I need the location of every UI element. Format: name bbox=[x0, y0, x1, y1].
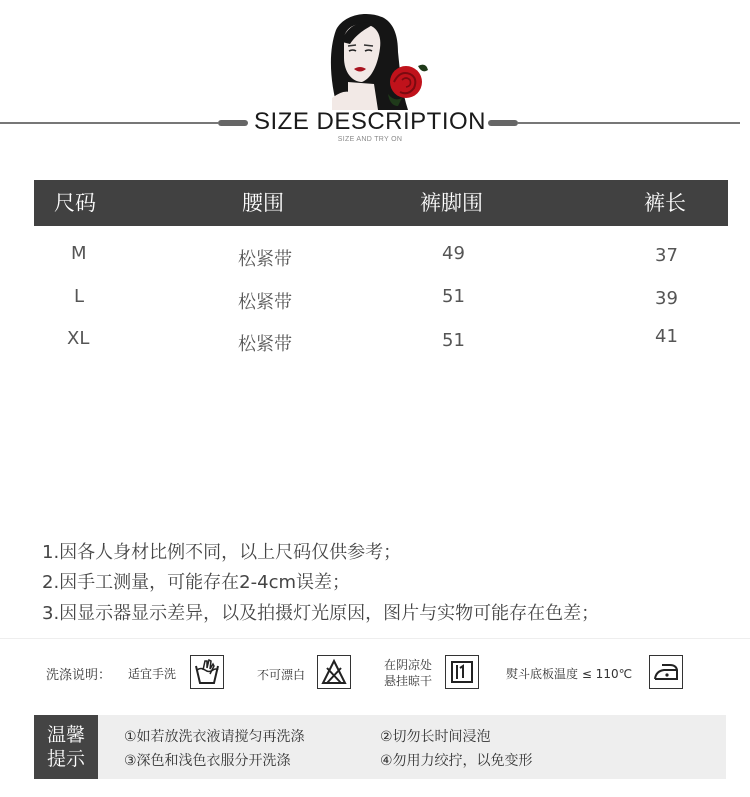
col-header-length: 裤长 bbox=[644, 191, 686, 215]
tips-label-line-2: 提示 bbox=[46, 748, 85, 770]
wash-label: 洗涤说明： bbox=[46, 668, 112, 683]
cell-hem: 49 bbox=[442, 243, 465, 264]
no-bleach-label: 不可漂白 bbox=[257, 668, 306, 682]
col-header-size: 尺码 bbox=[54, 191, 96, 215]
shade-dry-label-1: 在阴凉处 bbox=[384, 658, 433, 672]
no-bleach-box bbox=[317, 655, 351, 689]
cell-hem: 51 bbox=[442, 286, 465, 307]
tips-label bbox=[34, 715, 98, 779]
tip-item: ①如若放洗衣液请搅匀再洗涤 bbox=[124, 729, 305, 745]
page-title: SIZE DESCRIPTION bbox=[253, 108, 487, 135]
line-dry-box bbox=[445, 655, 479, 689]
page-subtitle: SIZE AND TRY ON bbox=[337, 136, 403, 143]
section-divider bbox=[0, 638, 750, 639]
hand-wash-label: 适宜手洗 bbox=[128, 667, 177, 681]
note-3: 3.因显示器显示差异，以及拍摄灯光原因，图片与实物可能存在色差； bbox=[42, 603, 600, 624]
tip-item: ③深色和浅色衣服分开洗涤 bbox=[124, 753, 291, 769]
cell-size: M bbox=[71, 243, 87, 264]
tip-item: ④勿用力绞拧，以免变形 bbox=[380, 753, 533, 769]
cell-length: 37 bbox=[655, 245, 678, 266]
cell-length: 41 bbox=[655, 326, 678, 347]
cell-waist: 松紧带 bbox=[238, 249, 292, 270]
cell-waist: 松紧带 bbox=[238, 292, 292, 313]
hand-wash-icon bbox=[191, 656, 223, 688]
col-header-hem: 裤脚围 bbox=[420, 191, 483, 215]
cell-waist: 松紧带 bbox=[238, 334, 292, 355]
size-table-header bbox=[34, 180, 728, 226]
col-header-waist: 腰围 bbox=[242, 191, 284, 215]
no-bleach-icon bbox=[318, 656, 350, 688]
tip-item: ②切勿长时间浸泡 bbox=[380, 729, 491, 745]
iron-label: 熨斗底板温度 ≤ 110℃ bbox=[506, 667, 633, 681]
note-2: 2.因手工测量，可能存在2-4cm误差； bbox=[42, 572, 351, 593]
cell-size: L bbox=[74, 286, 85, 307]
note-1: 1.因各人身材比例不同，以上尺码仅供参考； bbox=[42, 542, 402, 563]
iron-box bbox=[649, 655, 683, 689]
hand-wash-box bbox=[190, 655, 224, 689]
iron-low-icon bbox=[650, 656, 682, 688]
model-illustration bbox=[328, 12, 432, 110]
line-dry-icon bbox=[446, 656, 478, 688]
cell-size: XL bbox=[67, 328, 90, 349]
shade-dry-label-2: 悬挂晾干 bbox=[384, 674, 433, 688]
cell-hem: 51 bbox=[442, 330, 465, 351]
tips-label-line-1: 温馨 bbox=[46, 724, 85, 746]
cell-length: 39 bbox=[655, 288, 678, 309]
